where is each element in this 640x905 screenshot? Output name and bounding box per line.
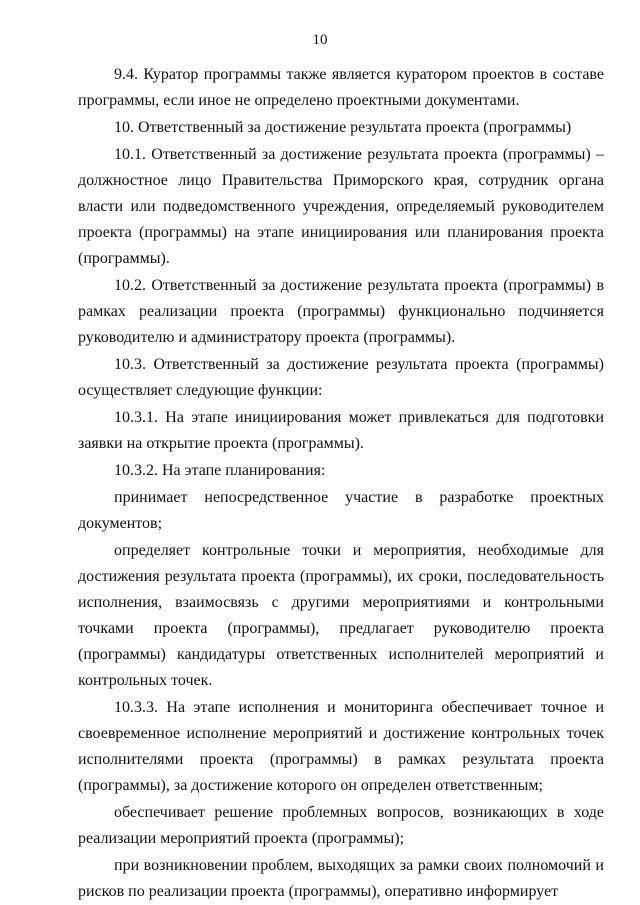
paragraph-10-3: 10.3. Ответственный за достижение результата проекта (программы) осуществляет следующие функции: [78,356,604,399]
paragraph-9-4: 9.4. Куратор программы также является куратором проектов в составе программы, если иное не определено проектными документами. [78,66,604,109]
list-item-inform-on-problems: при возникновении проблем, выходящих за рамки своих полномочий и рисков по реализации проекта (программы), оперативно информирует [78,857,604,900]
section-heading-10: 10. Ответственный за достижение результата проекта (программы) [114,119,572,136]
document-body [78,62,604,905]
list-item-participation: принимает непосредственное участие в разработке проектных документов; [78,489,604,532]
paragraph-10-2: 10.2. Ответственный за достижение результата проекта (программы) в рамках реализации проекта (программы) функционально подчиняется руководителю и администратору проекта (программы). [78,277,604,346]
list-item-define-checkpoints: определяет контрольные точки и мероприятия, необходимые для достижения результата проекта (программы), их сроки, последовательность исполнения, взаимосвязь с другими мероприятиями и контрольными точками проекта (программы), предлагает руководителю проекта (программы) кандидатуры ответственных исполнителей мероприятий и контрольных точек. [78,542,604,689]
paragraph-10-3-3: 10.3.3. На этапе исполнения и мониторинга обеспечивает точное и своевременное исполнение мероприятий и достижение контрольных точек исполнителями проекта (программы) в рамках результата проекта (программы), за достижение которого он определен ответственным; [78,699,604,794]
page-number: 10 [312,32,328,48]
paragraph-10-3-2: 10.3.2. На этапе планирования: [114,462,326,479]
list-item-resolve-issues: обеспечивает решение проблемных вопросов, возникающих в ходе реализации мероприятий проекта (программы); [78,804,604,847]
paragraph-10-3-1: 10.3.1. На этапе инициирования может привлекаться для подготовки заявки на открытие проекта (программы). [78,409,604,452]
paragraph-10-1: 10.1. Ответственный за достижение результата проекта (программы) – должностное лицо Правительства Приморского края, сотрудник органа власти или подведомственного учреждения, определяемый руководителем проекта (программы) на этапе инициирования или планирования проекта (программы). [78,146,604,267]
